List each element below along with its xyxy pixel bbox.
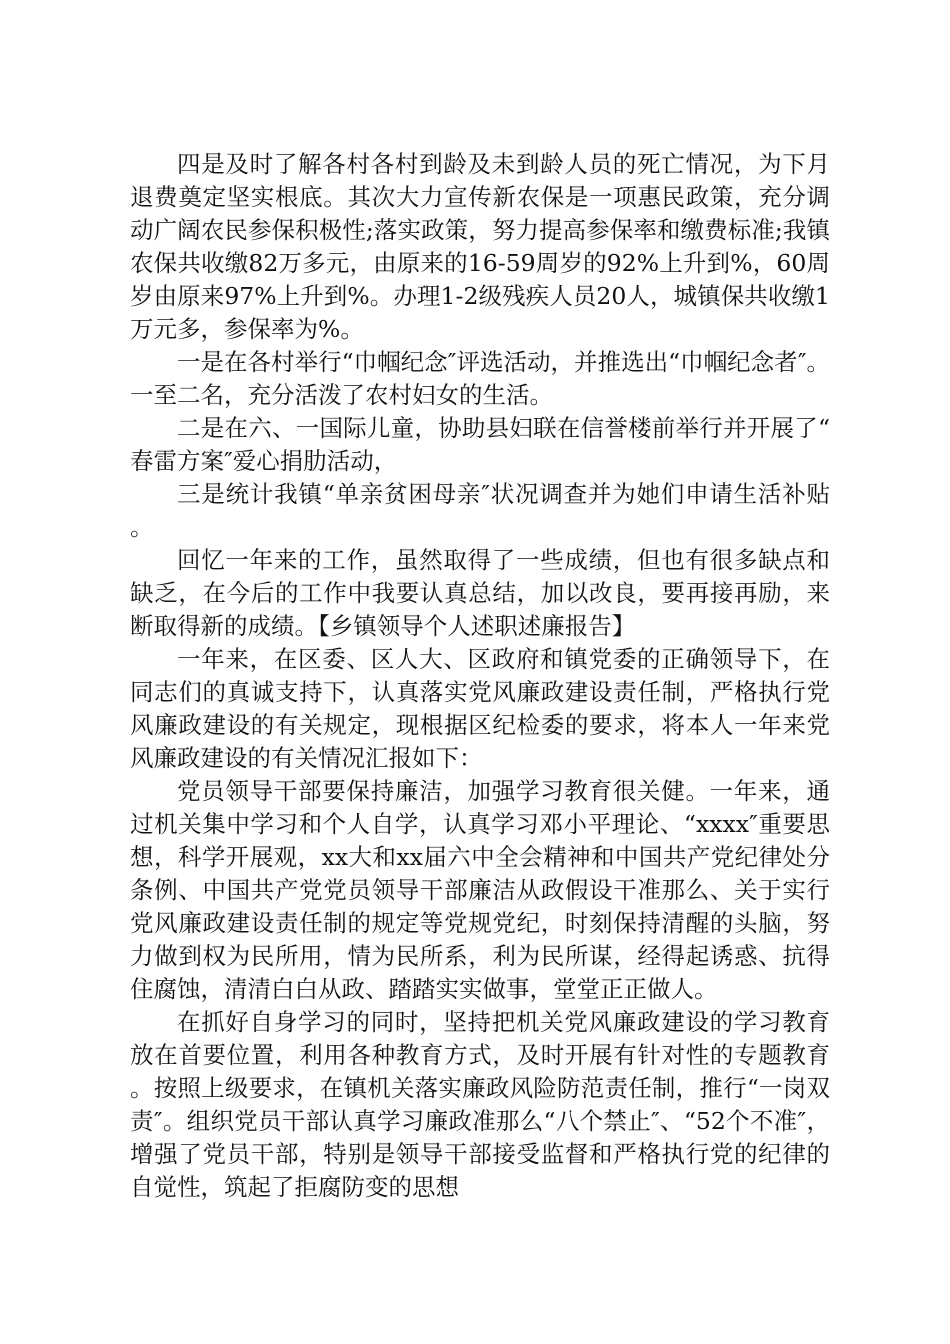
paragraph-item-three: 三是统计我镇“单亲贫困母亲″状况调查并为她们申请生活补贴。 — [130, 480, 830, 541]
paragraph-intro: 一年来，在区委、区人大、区政府和镇党委的正确领导下，在同志们的真诚支持下，认真落实党风廉政建设责任制，严格执行党风廉政建设的有关规定，现根据区纪检委的要求，将本人一年来党风廉政建设的有关情况汇报如下： — [130, 645, 830, 772]
paragraph-item-one: 一是在各村举行“巾帼纪念″评选活动，并推选出“巾帼纪念者″。一至二名，充分活泼了农村妇女的生活。 — [130, 348, 830, 409]
paragraph-item-two: 二是在六、一国际儿童，协助县妇联在信誉楼前举行并开展了“春雷方案″爱心捐肋活动， — [130, 414, 830, 475]
paragraph-review: 回忆一年来的工作，虽然取得了一些成绩，但也有很多缺点和缺乏，在今后的工作中我要认真总结，加以改良，要再接再励，来断取得新的成绩。【乡镇领导个人述职述廉报告】 — [130, 546, 830, 640]
paragraph-study: 党员领导干部要保持廉洁，加强学习教育很关健。一年来，通过机关集中学习和个人自学，认真学习邓小平理论、“xxxx″重要思想，科学开展观，xx大和xx届六中全会精神和中国共产党纪律处分条例、中国共产党党员领导干部廉洁从政假设干准那么、关于实行党风廉政建设责任制的规定等党规党纪，时刻保持清醒的头脑，努力做到权为民所用，情为民所系，利为民所谋，经得起诱惑、抗得住腐蚀，清清白白从政、踏踏实实做事，堂堂正正做人。 — [130, 777, 830, 1003]
paragraph-education: 在抓好自身学习的同时，坚持把机关党风廉政建设的学习教育放在首要位置，利用各种教育方式，及时开展有针对性的专题教育。按照上级要求，在镇机关落实廉政风险防范责任制，推行“一岗双责″。组织党员干部认真学习廉政准那么“八个禁止″、“52个不准″，增强了党员干部，特别是领导干部接受监督和严格执行党的纪律的自觉性，筑起了拒腐防变的思想 — [130, 1008, 830, 1201]
paragraph-pension-report: 四是及时了解各村各村到龄及未到龄人员的死亡情况，为下月退费奠定坚实根底。其次大力宣传新农保是一项惠民政策，充分调动广阔农民参保积极性;落实政策，努力提高参保率和缴费标准;我镇农保共收缴82万多元，由原来的16-59周岁的92%上升到%，60周岁由原来97%上升到%。办理1-2级残疾人员20人，城镇保共收缴1万元多，参保率为%。 — [130, 150, 830, 343]
document-body — [130, 148, 830, 1204]
